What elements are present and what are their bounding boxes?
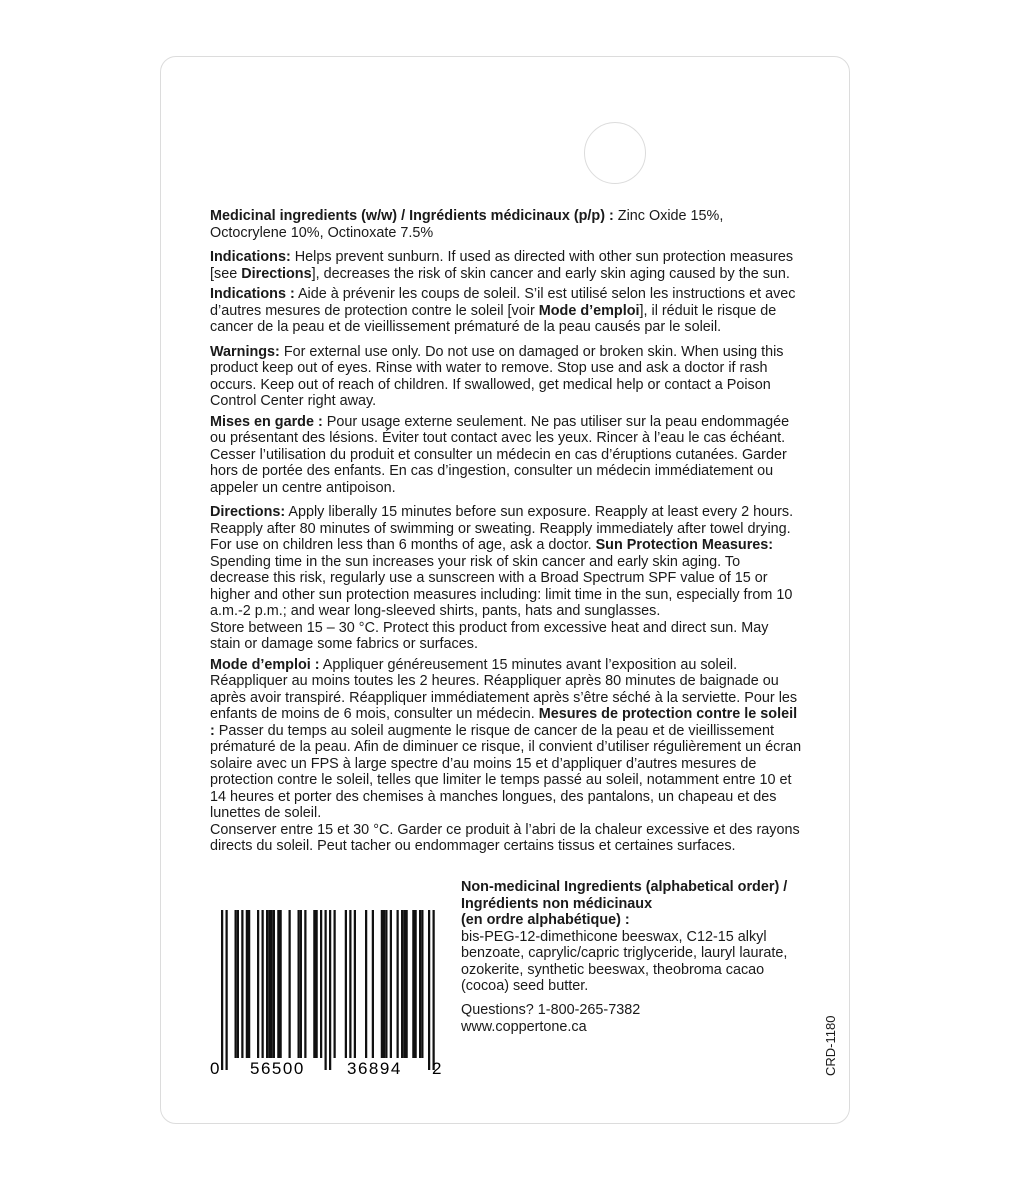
barcode-bar	[221, 910, 223, 1070]
sun-protection-label: Sun Protection Measures:	[595, 537, 774, 553]
barcode-bar	[298, 910, 300, 1058]
warnings-en	[210, 344, 802, 410]
indications-fr-ref: Mode d’emploi	[538, 302, 640, 319]
barcode-bar	[268, 910, 270, 1058]
medicinal-label: Medicinal ingredients (w/w) / Ingrédients médicinaux (p/p) :	[210, 208, 614, 224]
barcode-bar	[316, 910, 318, 1058]
warnings-en-label: Warnings:	[210, 343, 280, 360]
non-medicinal-ingredients	[461, 879, 811, 995]
medicinal-text: Zinc Oxide 15%, Octocrylene 10%, Octinoxate 7.5%	[210, 208, 724, 241]
mesures-protection-text: Passer du temps au soleil augmente le risque de cancer de la peau et de vieillissement prématuré de la peau. Afin de diminuer ce risque, il convient d’utiliser régulièrement un écran solaire avec un FPS à large spectre d’au moins 15 et d’appliquer d’autres mesures de protection contre le soleil, telles que limiter le temps passé au soleil, notamment entre 10 et 14 heures et porter des chemises à manches longues, des pantalons, un chapeau et des lunettes de soleil.	[210, 722, 802, 821]
storage-en: Store between 15 – 30 °C. Protect this product from excessive heat and direct sun. May stain or damage some fabrics or surfaces.	[210, 619, 769, 652]
barcode-bar	[419, 910, 421, 1058]
label-text	[210, 208, 802, 855]
barcode-bar	[428, 910, 430, 1070]
barcode-right-group: 36894	[347, 1059, 402, 1078]
barcode-bar	[385, 910, 387, 1058]
barcode-bar	[334, 910, 336, 1058]
indications-en-text-2: ], decreases the risk of skin cancer and early skin aging caused by the sun.	[311, 265, 790, 282]
contact-info	[461, 1002, 761, 1035]
barcode-bar	[401, 910, 403, 1058]
barcode-bar	[349, 910, 351, 1058]
barcode-bar	[390, 910, 392, 1058]
warnings-fr	[210, 414, 802, 497]
barcode-bar	[415, 910, 417, 1058]
barcode-bar	[304, 910, 306, 1058]
indications-fr-label: Indications :	[210, 286, 295, 302]
barcode-bar	[271, 910, 273, 1058]
barcode-bar	[257, 910, 259, 1058]
warnings-fr-label: Mises en garde :	[210, 413, 323, 430]
upc-barcode	[205, 910, 450, 1080]
indications-en-label: Indications:	[210, 249, 291, 265]
barcode-bar	[320, 910, 322, 1058]
hang-hole	[584, 122, 646, 184]
barcode-bar	[273, 910, 275, 1058]
sun-protection-text: Spending time in the sun increases your risk of skin cancer and early skin aging. To decrease this risk, regularly use a sunscreen with a Broad Spectrum SPF value of 15 or higher and other sun protection measures including: limit time in the sun, especially from 10 a.m.-2 p.m.; and wear long-sleeved shirts, pants, hats and sunglasses.	[210, 553, 793, 619]
storage-fr: Conserver entre 15 et 30 °C. Garder ce produit à l’abri de la chaleur excessive et des rayons directs du soleil. Peut tacher ou endommager certains tissus et certaines surfaces.	[210, 821, 800, 854]
barcode-bar	[313, 910, 315, 1058]
directions-en-text: Apply liberally 15 minutes before sun exposure. Reapply at least every 2 hours. Reapply after 80 minutes of swimming or sweating. Reapply immediately after towel drying. For use on children less than 6 months of age, ask a doctor.	[210, 504, 794, 553]
barcode-left-group: 56500	[250, 1059, 305, 1078]
directions-en-label: Directions:	[210, 504, 286, 520]
indications-fr	[210, 286, 802, 336]
indications-fr-text-2: ], il réduit le risque de cancer de la peau et de vieillissement prématuré de la peau causés par le soleil.	[210, 302, 777, 335]
warnings-en-text: For external use only. Do not use on damaged or broken skin. When using this product keep out of eyes. Rinse with water to remove. Stop use and ask a doctor if rash occurs. Keep out of reach of children. If swallowed, get medical help or contact a Poison Control Center right away.	[210, 343, 784, 409]
medicinal-ingredients	[210, 208, 802, 241]
barcode-bar	[421, 910, 423, 1058]
directions-en	[210, 504, 802, 653]
indications-en-text: Helps prevent sunburn. If used as directed with other sun protection measures [see	[210, 249, 794, 282]
barcode-bar	[300, 910, 302, 1058]
barcode-bar	[397, 910, 399, 1058]
barcode-bar	[372, 910, 374, 1058]
website: www.coppertone.ca	[461, 1018, 587, 1035]
barcode-bar	[241, 910, 243, 1058]
barcode-bar	[365, 910, 367, 1058]
barcode-bar	[237, 910, 239, 1058]
barcode-check-digit: 2	[432, 1059, 442, 1078]
indications-fr-text: Aide à prévenir les coups de soleil. S’il est utilisé selon les instructions et avec d’autres mesures de protection contre le soleil [voir	[210, 286, 796, 319]
directions-fr	[210, 657, 802, 855]
barcode-bar	[383, 910, 385, 1058]
non-medicinal-label-fr: Ingrédients non médicinaux	[461, 895, 653, 912]
barcode-bar	[412, 910, 414, 1058]
barcode-bar	[381, 910, 383, 1058]
directions-fr-label: Mode d’emploi :	[210, 656, 320, 673]
indications-en-ref: Directions	[241, 265, 312, 282]
mesures-protection-label: Mesures de protection contre le soleil :	[210, 706, 798, 739]
barcode-bar	[289, 910, 291, 1058]
barcode-bar	[235, 910, 237, 1058]
barcode-bar	[325, 910, 327, 1070]
barcode-bar	[246, 910, 248, 1058]
barcode-bar	[262, 910, 264, 1058]
barcode-bar	[280, 910, 282, 1058]
barcode-bar	[345, 910, 347, 1058]
barcode-lead-digit: 0	[210, 1059, 220, 1078]
directions-fr-text: Appliquer généreusement 15 minutes avant l’exposition au soleil. Réappliquer au moins toutes les 2 heures. Réappliquer après 80 minutes de baignade ou après avoir transpiré. Réappliquer immédiatement après s’être séché à la serviette. Pour les enfants de moins de 6 mois, consulter un médecin.	[210, 656, 798, 722]
barcode-bar	[403, 910, 405, 1058]
non-medicinal-text: bis-PEG-12-dimethicone beeswax, C12-15 alkyl benzoate, caprylic/capric triglyceride, lauryl laurate, ozokerite, synthetic beeswax, theobroma cacao (cocoa) seed butter.	[461, 928, 788, 994]
barcode-bar	[354, 910, 356, 1058]
non-medicinal-label: Non-medicinal Ingredients (alphabetical order) /	[461, 879, 788, 895]
barcode-bar	[266, 910, 268, 1058]
barcode-bar	[329, 910, 331, 1070]
product-code: CRD-1180	[823, 1015, 838, 1076]
phone-number: Questions? 1-800-265-7382	[461, 1002, 641, 1018]
warnings-fr-text: Pour usage externe seulement. Ne pas utiliser sur la peau endommagée ou présentant des lésions. Éviter tout contact avec les yeux. Rincer à l’eau le cas échéant. Cesser l’utilisation du produit et consulter un médecin en cas d’éruptions cutanées. Garder hors de portée des enfants. En cas d’ingestion, consulter un médecin immédiatement ou appeler un centre antipoison.	[210, 413, 790, 496]
indications-en	[210, 249, 802, 282]
barcode-bar	[277, 910, 279, 1058]
barcode-bar	[248, 910, 250, 1058]
barcode-bar	[406, 910, 408, 1058]
barcode-bar	[433, 910, 435, 1070]
barcode-bar	[226, 910, 228, 1070]
non-medicinal-label-fr-2: (en ordre alphabétique) :	[461, 912, 630, 928]
